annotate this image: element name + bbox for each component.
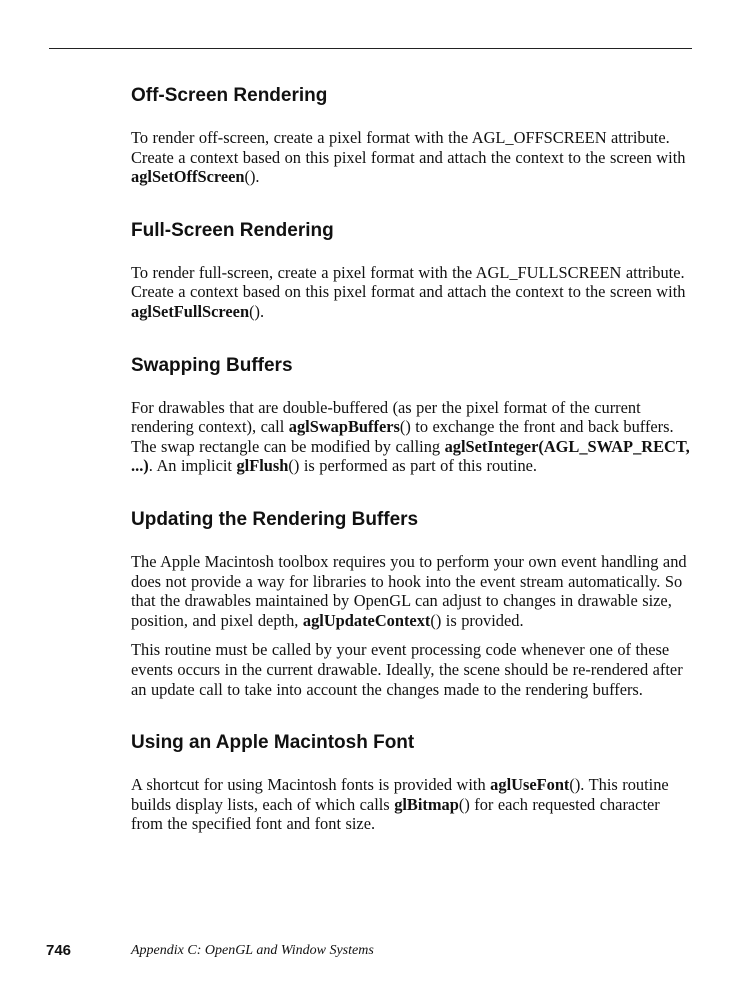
text-run: () is provided. (430, 610, 524, 630)
text-run: (). This routine builds display lists, each of which calls (131, 775, 669, 814)
section-heading: Off-Screen Rendering (131, 85, 328, 106)
function-name: aglSwapBuffers (288, 417, 400, 437)
section-paragraph (131, 263, 694, 322)
section-updating-rendering-buffers (131, 508, 694, 699)
function-name: glFlush (236, 456, 289, 476)
text-run: () for each requested character from the specified font and font size. (131, 794, 660, 834)
section-off-screen-rendering (131, 84, 694, 187)
text-run: The Apple Macintosh toolbox requires you to perform your own event handling and does not provide a way for libraries to hook into the event stream automatically. So that the drawables maintained by OpenGL can adjust to changes in drawable size, position, and pixel depth, (131, 551, 687, 630)
text-run: (). (244, 167, 260, 187)
section-paragraph (131, 552, 694, 630)
text-run: For drawables that are double-buffered (as per the pixel format of the current rendering context), call (131, 397, 641, 437)
function-name: aglSetInteger(AGL_SWAP_RECT, ...) (131, 436, 690, 476)
section-paragraph (131, 398, 694, 476)
function-name: glBitmap (394, 794, 459, 814)
section-heading: Updating the Rendering Buffers (131, 508, 419, 530)
function-name: aglUseFont (490, 775, 570, 795)
running-footer-title: Appendix C: OpenGL and Window Systems (131, 943, 374, 958)
section-swapping-buffers (131, 354, 694, 476)
page-number: 746 (46, 942, 72, 959)
section-macintosh-font (131, 731, 694, 834)
text-run: . An implicit (148, 456, 237, 476)
text-run: (). (249, 301, 265, 321)
function-name: aglUpdateContext (302, 610, 431, 630)
text-run: () is performed as part of this routine. (288, 456, 538, 476)
section-paragraph (131, 775, 694, 834)
page-content (131, 84, 694, 834)
section-heading: Swapping Buffers (131, 354, 293, 376)
text-run: To render full-screen, create a pixel format with the AGL_FULLSCREEN attribute. Create a context based on this pixel format and attach the context to the screen with (131, 262, 686, 302)
section-heading: Using an Apple Macintosh Font (131, 732, 415, 754)
section-full-screen-rendering (131, 219, 694, 322)
function-name: aglSetOffScreen (131, 167, 245, 187)
function-name: aglSetFullScreen (131, 301, 250, 321)
text-run: A shortcut for using Macintosh fonts is provided with (131, 775, 491, 795)
text-run: () to exchange the front and back buffers. The swap rectangle can be modified by calling (131, 417, 674, 456)
section-heading: Full-Screen Rendering (131, 219, 334, 241)
text-run: To render off-screen, create a pixel format with the AGL_OFFSCREEN attribute. Create a context based on this pixel format and attach the context to the screen with (131, 128, 686, 167)
section-paragraph (131, 128, 694, 187)
section-paragraph: This routine must be called by your event processing code whenever one of these events occurs in the current drawable. Ideally, the scene should be re-rendered after an update call to take into account the changes made to the rendering buffers. (131, 640, 683, 699)
header-rule (49, 48, 692, 49)
